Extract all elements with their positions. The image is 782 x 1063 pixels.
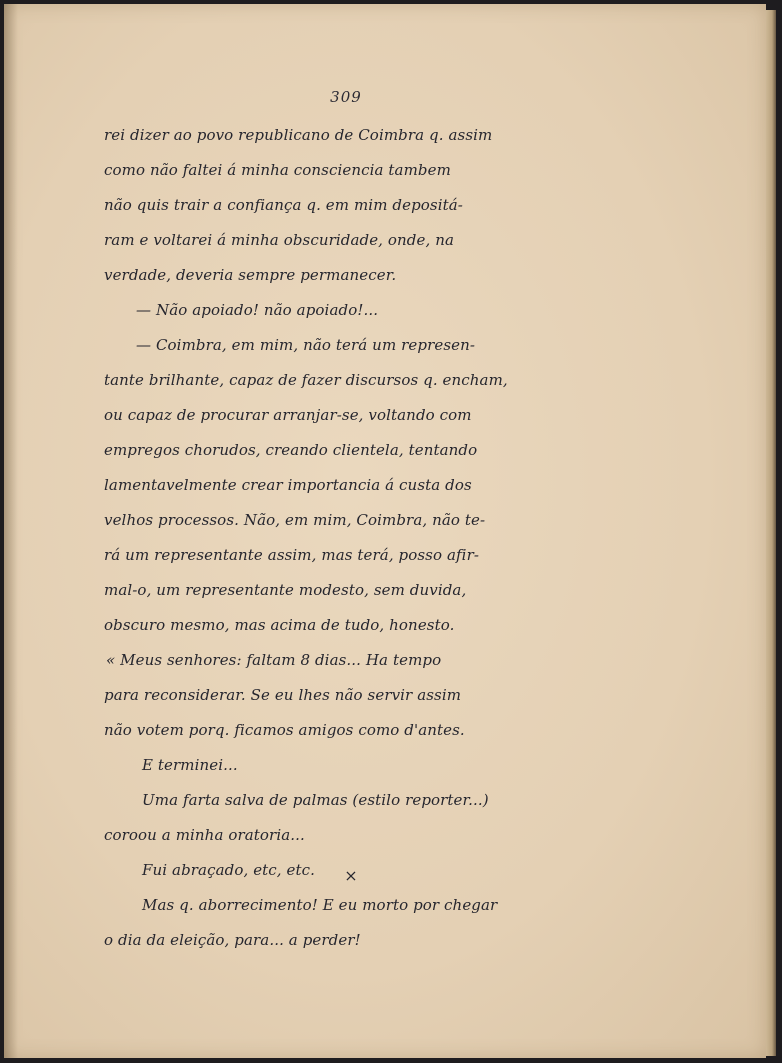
page-edge [766, 10, 776, 1056]
text-line: tante brilhante, capaz de fazer discursos q. encham, [104, 371, 508, 389]
text-line: ram e voltarei á minha obscuridade, onde, na [104, 231, 455, 249]
text-line: Uma farta salva de palmas (estilo reporter...) [142, 791, 489, 809]
page-number: 309 [330, 88, 362, 106]
text-line: coroou a minha oratoria... [104, 826, 305, 844]
end-mark: × [344, 866, 358, 885]
text-line: mal-o, um representante modesto, sem duvida, [104, 581, 467, 599]
text-line: empregos chorudos, creando clientela, tentando [104, 441, 478, 459]
text-line: — Coimbra, em mim, não terá um represen- [136, 336, 476, 354]
text-line: lamentavelmente crear importancia á custa dos [104, 476, 472, 494]
text-line: o dia da eleição, para... a perder! [104, 931, 361, 949]
text-line: ou capaz de procurar arranjar-se, voltando com [104, 406, 472, 424]
text-line: Mas q. aborrecimento! E eu morto por chegar [142, 896, 498, 914]
text-line: obscuro mesmo, mas acima de tudo, honesto. [104, 616, 455, 634]
text-line: — Não apoiado! não apoiado!... [136, 301, 379, 319]
text-line: para reconsiderar. Se eu lhes não servir assim [104, 686, 462, 704]
text-line: não quis trair a confiança q. em mim depositá- [104, 196, 463, 214]
text-line: « Meus senhores: faltam 8 dias... Ha tempo [106, 651, 442, 669]
text-line: como não faltei á minha consciencia tambem [104, 161, 451, 179]
handwritten-text [104, 118, 604, 958]
text-line: não votem porq. ficamos amigos como d'antes. [104, 721, 465, 739]
text-line: Fui abraçado, etc, etc. [142, 861, 316, 879]
text-line: rá um representante assim, mas terá, posso afir- [104, 546, 480, 564]
text-line: velhos processos. Não, em mim, Coimbra, não te- [104, 511, 486, 529]
spine-shadow [4, 4, 18, 1058]
text-line: E terminei... [142, 756, 238, 774]
text-line: rei dizer ao povo republicano de Coimbra q. assim [104, 126, 493, 144]
text-line: verdade, deveria sempre permanecer. [104, 266, 397, 284]
